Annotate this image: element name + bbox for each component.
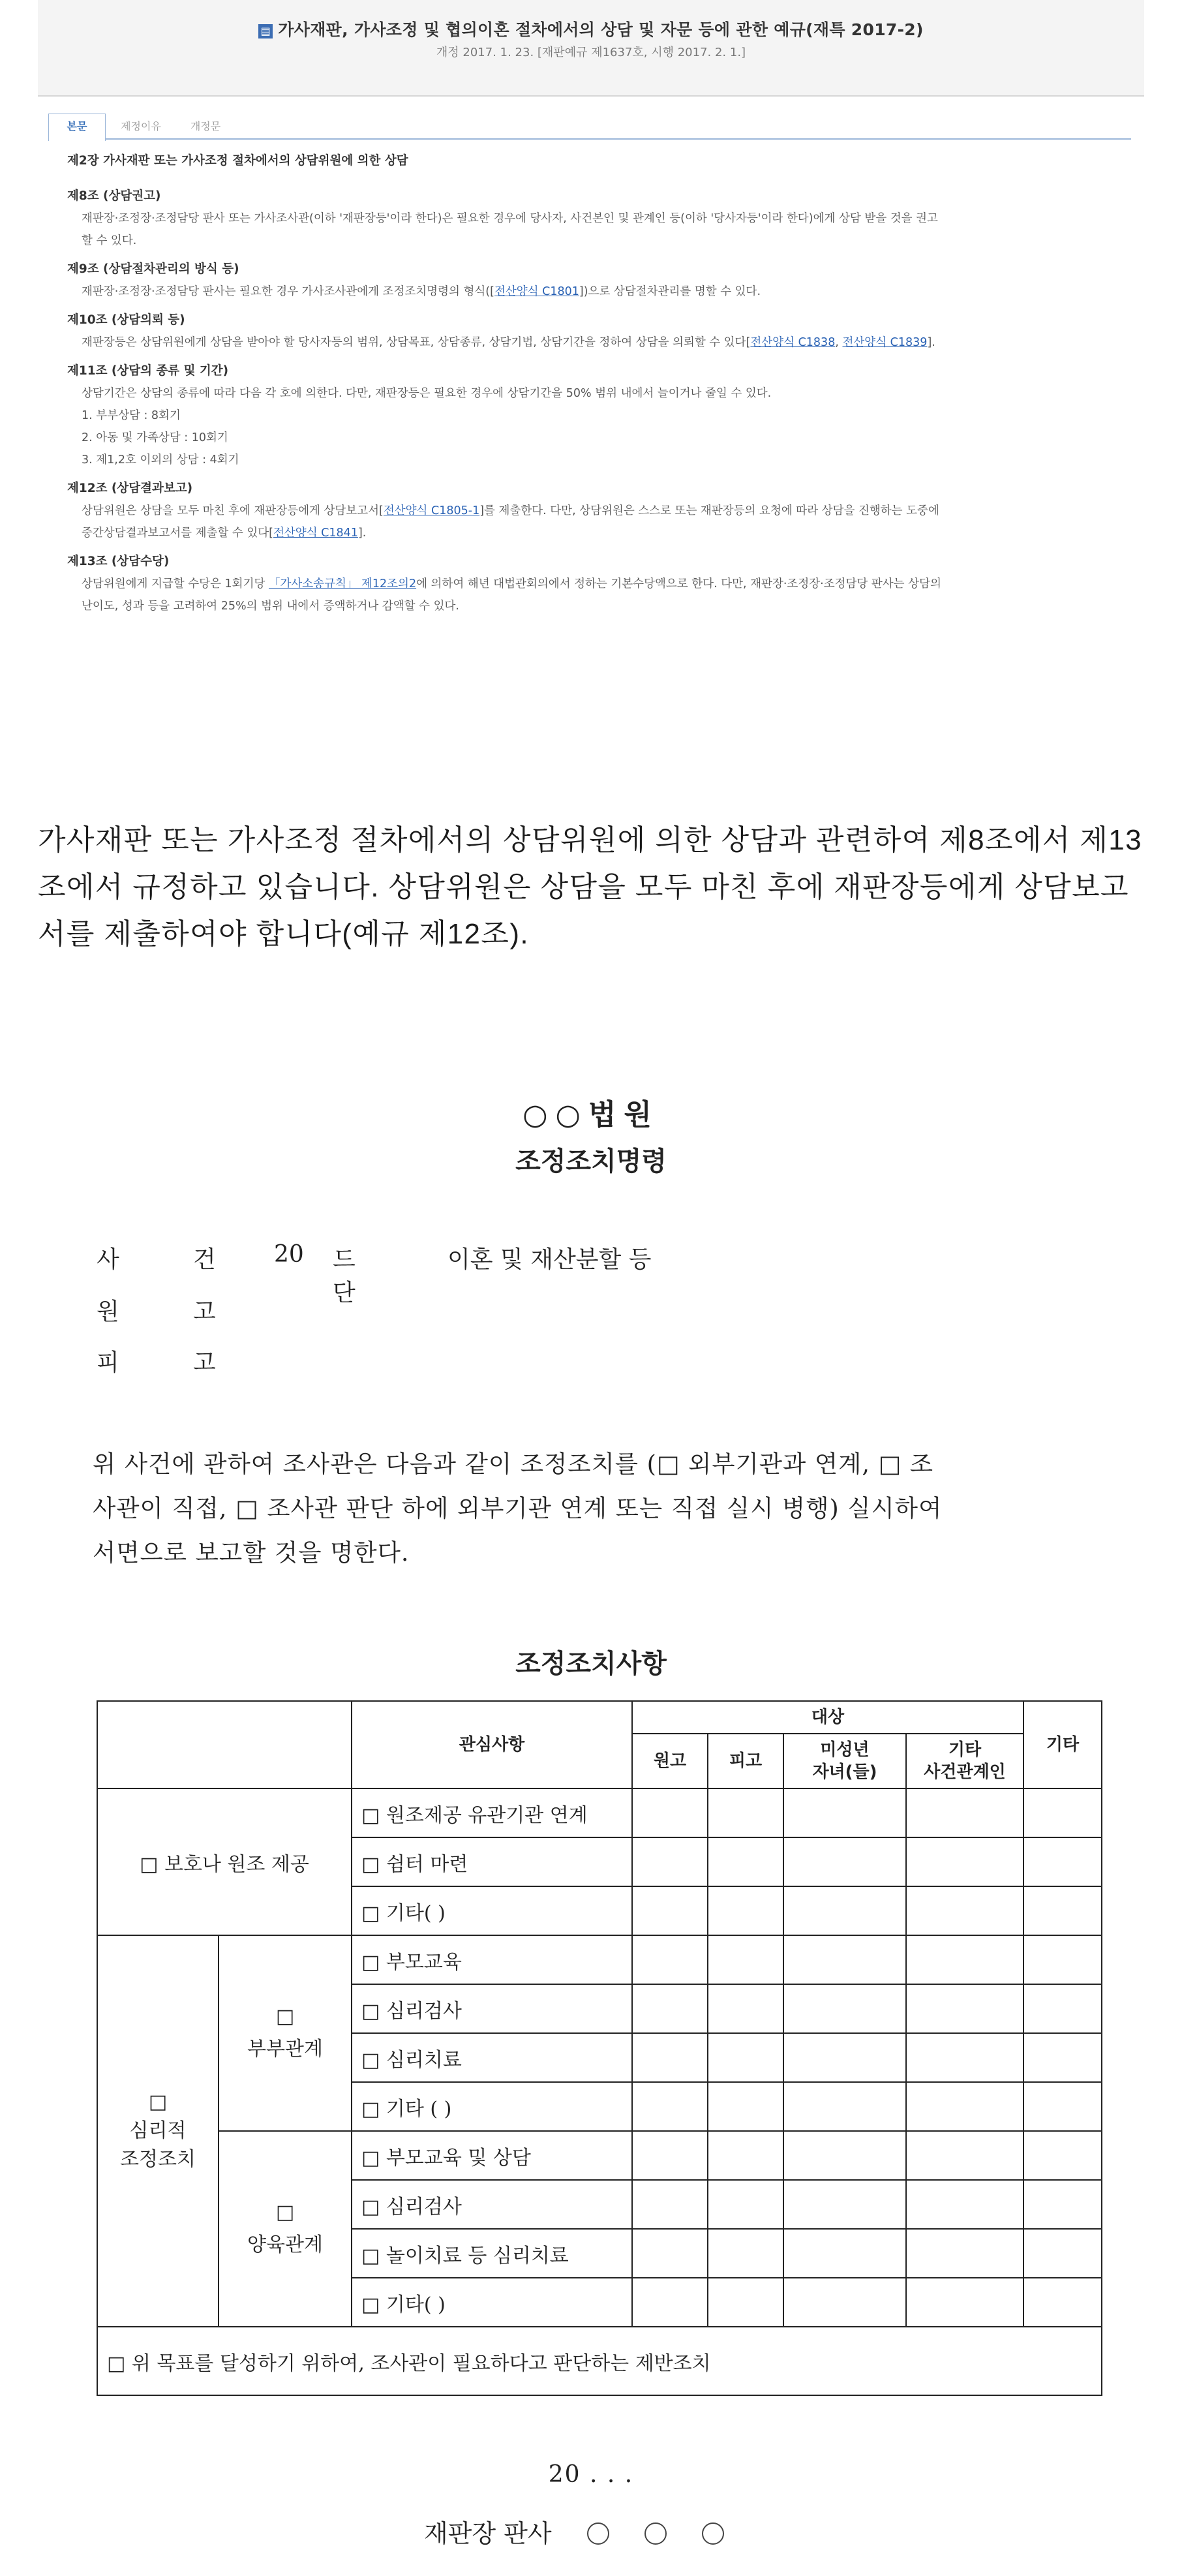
- psych-group: □ 심리적 조정조치: [97, 1935, 219, 2327]
- protect-item: □ 기타( ): [352, 1886, 632, 1935]
- web-screenshot: [38, 0, 1144, 744]
- reference-link[interactable]: 전산양식 C1841: [273, 527, 358, 540]
- article-10: [67, 309, 1124, 354]
- protect-group: □ 보호나 원조 제공: [97, 1788, 352, 1935]
- tab-bar: [48, 110, 1131, 140]
- table-row: [97, 1935, 1102, 1984]
- seal-circle: [587, 2522, 609, 2545]
- order-line: 사관이 직접, □ 조사관 판단 하에 외부기관 연계 또는 직접 실시 병행) 실시하여: [93, 1494, 943, 1522]
- couple-item: □ 심리검사: [352, 1984, 632, 2033]
- tab-main-text[interactable]: 본문: [48, 114, 106, 141]
- header-plaintiff: 원고: [632, 1734, 708, 1788]
- seal-circle: [644, 2522, 667, 2545]
- order-line: 서면으로 보고할 것을 명한다.: [93, 1539, 410, 1567]
- parent-group: □ 양육관계: [219, 2131, 352, 2327]
- article-heading: 제8조 (상담권고): [67, 189, 161, 203]
- article-heading: 제11조 (상담의 종류 및 기간): [67, 364, 229, 378]
- article-line: 상담위원에게 지급할 수당은 1회기당 「가사소송규칙」 제12조의2에 의하여 해년 대법관회의에서 정하는 기본수당액으로 한다. 다만, 재판장·조정장·조정담당 판사는 상담의: [82, 577, 941, 590]
- reference-link[interactable]: 전산양식 C1838: [750, 336, 836, 349]
- order-line: 위 사건에 관하여 조사관은 다음과 같이 조정조치를 (□ 외부기관과 연계, □ 조: [93, 1450, 933, 1478]
- article-line: 3. 제1,2호 이외의 상담 : 4회기: [82, 453, 239, 467]
- section-title: 조정조치사항: [515, 1648, 667, 1679]
- court-order-form: [0, 1070, 1182, 2576]
- judge-signature: [424, 2513, 724, 2549]
- regulation-title: ▤ 가사재판, 가사조정 및 협의이혼 절차에서의 상담 및 자문 등에 관한 예규(재특 2017-2): [38, 17, 1144, 40]
- order-paragraph: [93, 1442, 1105, 1575]
- header-target: 대상: [632, 1701, 1023, 1734]
- case-label-2: 건: [193, 1246, 216, 1273]
- article-heading: 제13조 (상담수당): [67, 555, 170, 568]
- article-8: [67, 185, 1124, 252]
- measures-table: [97, 1700, 1102, 2396]
- article-9: [67, 258, 1124, 303]
- reference-link[interactable]: 전산양식 C1839: [842, 336, 928, 349]
- plaintiff-label-1: 원: [97, 1298, 119, 1325]
- regulation-subtitle: 개정 2017. 1. 23. [재판예규 제1637호, 시행 2017. 2. 1.]: [436, 46, 746, 59]
- table-footer-row: [97, 2327, 1102, 2395]
- form-title: 조정조치명령: [515, 1146, 667, 1176]
- case-name: 이혼 및 재산분할 등: [447, 1246, 652, 1273]
- article-line: 중간상담결과보고서를 제출할 수 있다[전산양식 C1841].: [82, 527, 367, 540]
- couple-item: □ 부모교육: [352, 1935, 632, 1984]
- parent-item: □ 놀이치료 등 심리치료: [352, 2229, 632, 2278]
- article-line: 재판장·조정장·조정담당 판사 또는 가사조사관(이하 '재판장등'이라 한다)은 필요한 경우에 당사자, 사건본인 및 관계인 등(이하 '당사자등'이라 한다)에게 상담 받을 것을 권고: [82, 212, 938, 225]
- parent-item: □ 부모교육 및 상담: [352, 2131, 632, 2180]
- reference-link[interactable]: 「가사소송규칙」 제12조의2: [268, 577, 417, 590]
- protect-item: □ 원조제공 유관기관 연계: [352, 1788, 632, 1837]
- summary-paragraph: 가사재판 또는 가사조정 절차에서의 상담위원에 의한 상담과 관련하여 제8조에서 제13조에서 규정하고 있습니다. 상담위원은 상담을 모두 마친 후에 재판장등에게 상담보고서를 제출하여야 합니다(예규 제12조).: [38, 824, 1142, 950]
- parent-item: □ 심리검사: [352, 2180, 632, 2229]
- order-date: 20 . . .: [548, 2461, 634, 2488]
- defendant-label-1: 피: [97, 1349, 119, 1376]
- header-other-person: 기타 사건관계인: [906, 1734, 1023, 1788]
- table-row: [97, 1788, 1102, 1837]
- article-heading: 제12조 (상담결과보고): [67, 482, 193, 495]
- case-label-1: 사: [97, 1246, 119, 1273]
- article-12: [67, 478, 1124, 544]
- couple-item: □ 기타 ( ): [352, 2082, 632, 2131]
- article-11: [67, 360, 1124, 471]
- seal-circle: [702, 2522, 724, 2545]
- table-header-row: [97, 1701, 1102, 1734]
- couple-item: □ 심리치료: [352, 2033, 632, 2082]
- case-year: 20: [274, 1241, 304, 1268]
- tab-enact-reason[interactable]: 제정이유: [121, 120, 161, 132]
- table-row: [97, 2131, 1102, 2180]
- header-minor-children: 미성년 자녀(들): [783, 1734, 906, 1788]
- tab-revision[interactable]: 개정문: [190, 120, 221, 132]
- article-line: 상담위원은 상담을 모두 마친 후에 재판장등에게 상담보고서[전산양식 C1805-1]를 제출한다. 다만, 상담위원은 스스로 또는 재판장등의 요청에 따라 상담을 진행하는 도중에: [82, 504, 939, 517]
- article-heading: 제10조 (상담의뢰 등): [67, 313, 185, 327]
- protect-item: □ 쉼터 마련: [352, 1837, 632, 1886]
- header-defendant: 피고: [708, 1734, 783, 1788]
- regulation-body: [67, 150, 1124, 617]
- reference-link[interactable]: 전산양식 C1801: [494, 285, 579, 298]
- book-icon: ▤: [258, 24, 273, 38]
- case-type: 드단: [333, 1246, 356, 1306]
- article-line: 재판장·조정장·조정담당 판사는 필요한 경우 가사조사관에게 조정조치명령의 형식([전산양식 C1801])으로 상담절차관리를 명할 수 있다.: [82, 285, 761, 298]
- couple-group: □ 부부관계: [219, 1935, 352, 2131]
- judge-label: 재판장 판사: [424, 2519, 552, 2548]
- article-heading: 제9조 (상담절차관리의 방식 등): [67, 262, 239, 276]
- article-line: 할 수 있다.: [82, 234, 137, 247]
- plaintiff-label-2: 고: [193, 1298, 216, 1325]
- chapter-heading: 제2장 가사재판 또는 가사조정 절차에서의 상담위원에 의한 상담: [67, 154, 408, 168]
- reference-link[interactable]: 전산양식 C1805-1: [383, 504, 480, 517]
- header-etc: 기타: [1023, 1701, 1102, 1788]
- article-line: 재판장등은 상담위원에게 상담을 받아야 할 당사자등의 범위, 상담목표, 상담종류, 상담기법, 상담기간을 정하여 상담을 의뢰할 수 있다[전산양식 C1838, 전산양식 C1839].: [82, 336, 935, 349]
- article-line: 난이도, 성과 등을 고려하여 25%의 범위 내에서 증액하거나 감액할 수 있다.: [82, 600, 459, 613]
- regulation-header: [38, 0, 1144, 97]
- article-line: 1. 부부상담 : 8회기: [82, 409, 181, 422]
- header-blank: [97, 1701, 352, 1788]
- table-footer: □ 위 목표를 달성하기 위하여, 조사관이 필요하다고 판단하는 제반조치: [97, 2327, 1102, 2395]
- parent-item: □ 기타( ): [352, 2278, 632, 2327]
- header-item: 관심사항: [352, 1701, 632, 1788]
- defendant-label-2: 고: [193, 1349, 216, 1376]
- article-line: 상담기간은 상담의 종류에 따라 다음 각 호에 의한다. 다만, 재판장등은 필요한 경우에 상담기간을 50% 범위 내에서 늘이거나 줄일 수 있다.: [82, 387, 772, 400]
- article-line: 2. 아동 및 가족상담 : 10회기: [82, 431, 228, 444]
- article-13: [67, 551, 1124, 617]
- court-name: ○○법원: [523, 1098, 659, 1131]
